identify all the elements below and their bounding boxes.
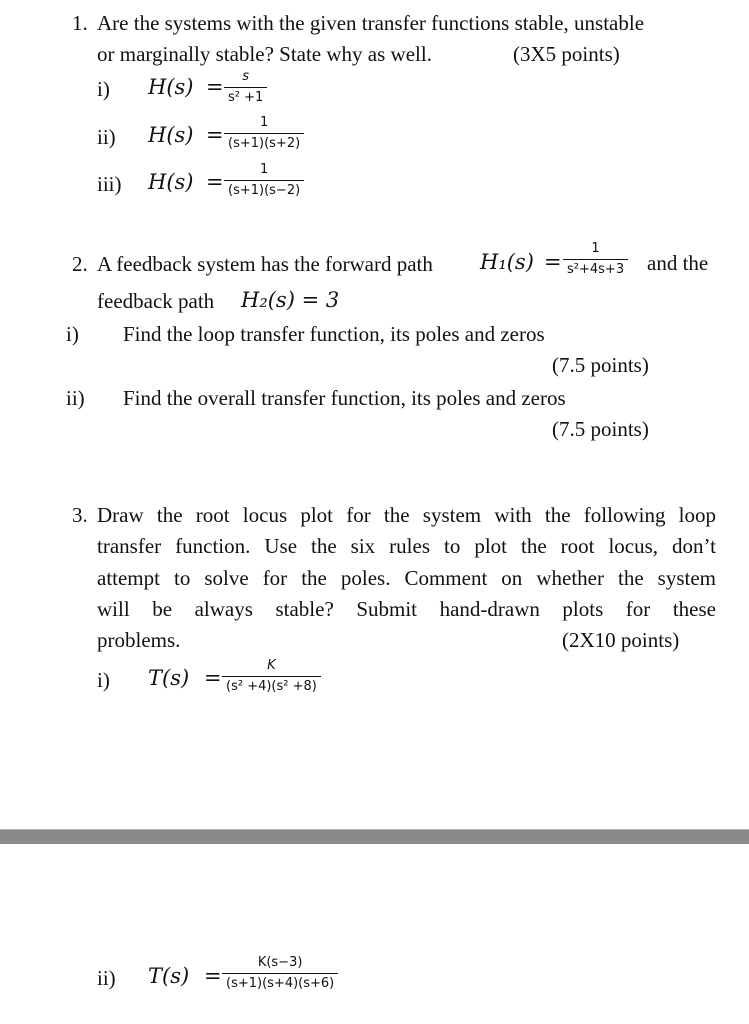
q1-ii-denominator: (s+1)(s+2) [228,136,301,151]
q1-iii-fraction [224,163,304,198]
q2-ii-points: (7.5 points) [552,417,649,441]
q2-i-text: Find the loop transfer function, its poles and zeros [123,322,545,346]
q1-iii-label: iii) [97,172,122,196]
q3-points: (2X10 points) [562,628,680,652]
q3-line3: attempt to solve for the poles. Comment on whether the system [97,566,716,590]
q1-number: 1. [72,11,88,35]
q3-i-numerator: K [267,658,276,673]
q2-line2-pre: feedback path [97,289,215,313]
q3-i-eq: = [204,666,222,690]
page-divider [0,829,749,844]
q2-h1-fraction [563,242,628,277]
q1-iii-numerator: 1 [259,162,269,177]
q1-i-eq: = [206,75,224,99]
q2-h2: H₂(s) = 3 [241,288,340,312]
q1-points: (3X5 points) [513,42,620,66]
q1-i-denominator: s² +1 [228,90,264,105]
q1-iii-denominator: (s+1)(s−2) [228,183,301,198]
q1-ii-eq: = [206,123,224,147]
q1-line2: or marginally stable? State why as well. [97,42,432,66]
q3-i-lhs: T(s) [148,666,190,690]
q3-i-fraction [222,659,321,694]
q1-ii-label: ii) [97,125,116,149]
q2-ii-label: ii) [66,386,85,410]
q3-line4: will be always stable? Submit hand-drawn plots for these [97,597,716,621]
q3-line2: transfer function. Use the six rules to plot the root locus, don’t [97,534,716,558]
q3-number: 3. [72,503,88,527]
q3-ii-numerator: K(s−3) [257,955,303,970]
q1-ii-numerator: 1 [259,115,269,130]
q3-ii-eq: = [204,964,222,988]
q1-i-label: i) [97,77,110,101]
q2-number: 2. [72,252,88,276]
q1-iii-lhs: H(s) [148,170,194,194]
q1-i-numerator: s [242,69,250,84]
q3-ii-lhs: T(s) [148,964,190,988]
q2-i-points: (7.5 points) [552,353,649,377]
q1-iii-eq: = [206,170,224,194]
q3-last-line: problems. [97,628,181,652]
q3-line1: Draw the root locus plot for the system with the following loop [97,503,716,527]
q3-i-denominator: (s² +4)(s² +8) [226,679,317,694]
q3-ii-label: ii) [97,966,116,990]
q2-h1-numerator: 1 [591,241,600,256]
q3-ii-fraction [222,956,338,991]
q2-i-label: i) [66,322,79,346]
q2-line1-pre: A feedback system has the forward path [97,252,433,276]
q1-i-lhs: H(s) [148,75,194,99]
q2-ii-text: Find the overall transfer function, its poles and zeros [123,386,566,410]
q1-ii-fraction [224,116,304,151]
q1-line1: Are the systems with the given transfer functions stable, unstable [97,11,645,35]
q2-h1-eq: = [544,250,562,274]
q1-i-fraction [224,70,267,105]
q1-ii-lhs: H(s) [148,123,194,147]
q2-h1-denominator: s²+4s+3 [567,262,625,277]
q3-ii-denominator: (s+1)(s+4)(s+6) [226,976,335,991]
q3-i-label: i) [97,668,110,692]
q2-h1: H₁(s) [480,250,534,274]
q2-line1-post: and the [647,251,709,275]
